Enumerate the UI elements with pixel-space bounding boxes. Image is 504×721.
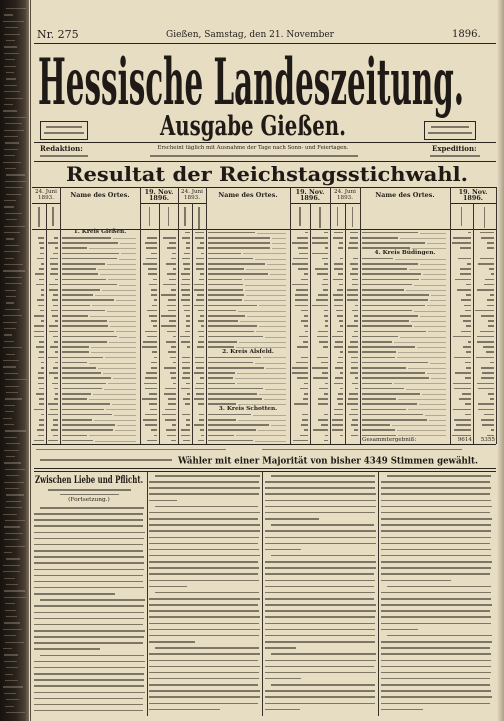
text-line	[381, 641, 492, 643]
text-line	[149, 623, 259, 625]
text-line	[265, 506, 376, 508]
text-line	[381, 493, 490, 495]
header-1896-year: 1896.	[148, 194, 169, 202]
text-line	[149, 610, 259, 612]
district-heading: 4. Kreis Büdingen.	[374, 249, 436, 256]
text-line	[381, 690, 491, 692]
header-1893-date: 24. Juni	[35, 189, 57, 195]
text-line	[381, 512, 490, 514]
text-line	[149, 598, 260, 600]
text-line	[271, 684, 375, 686]
text-line	[381, 567, 491, 569]
text-line	[265, 660, 376, 662]
text-line	[149, 684, 258, 686]
text-line	[381, 666, 491, 668]
text-line	[34, 513, 143, 515]
text-line	[381, 660, 491, 662]
header-1896-date: 19. Nov.	[144, 188, 174, 196]
text-line	[265, 635, 375, 637]
text-line	[265, 487, 375, 489]
header-1893-year: 1893.	[336, 195, 353, 201]
text-line	[34, 587, 144, 589]
text-line	[149, 524, 260, 526]
story-title-text: Zwischen Liebe und Pflicht.	[35, 475, 143, 486]
total-value: 9614	[457, 437, 472, 443]
text-line	[149, 696, 260, 698]
text-line	[34, 667, 145, 669]
text-line	[271, 524, 374, 526]
text-line	[40, 507, 144, 509]
text-line	[265, 690, 375, 692]
text-line	[381, 561, 492, 563]
text-line	[149, 616, 260, 618]
text-line	[381, 653, 491, 655]
text-line	[34, 692, 145, 694]
text-line	[149, 672, 259, 674]
headline-text: Resultat der Reichstagsstichwahl.	[66, 162, 468, 186]
text-line	[149, 703, 258, 705]
text-line	[265, 573, 374, 575]
text-line	[34, 679, 144, 681]
text-line	[34, 569, 144, 571]
text-line	[34, 550, 143, 552]
text-line	[265, 641, 375, 643]
text-line	[265, 518, 319, 520]
column-separator	[378, 472, 379, 716]
text-line	[40, 655, 144, 657]
text-line	[381, 610, 490, 612]
header-1896-year: 1896.	[462, 194, 483, 202]
text-line	[387, 586, 491, 588]
district-heading: 1. Kreis Gießen.	[73, 229, 127, 235]
text-line	[381, 604, 492, 606]
text-line	[34, 556, 144, 558]
text-line	[149, 586, 187, 588]
text-line	[265, 561, 376, 563]
header-1893-date: 24. Juni	[334, 189, 356, 195]
text-line	[381, 530, 491, 532]
text-line	[381, 518, 492, 520]
text-line	[149, 678, 259, 680]
text-line	[381, 616, 491, 618]
text-line	[149, 709, 220, 711]
district-heading: 3. Kreis Schotten.	[218, 405, 278, 412]
text-line	[387, 635, 492, 637]
text-line	[265, 610, 376, 612]
district-heading: 2. Kreis Alsfeld.	[222, 348, 274, 355]
text-line	[149, 500, 177, 502]
header-1896-date: 19. Nov.	[458, 188, 488, 196]
text-line	[149, 555, 260, 557]
text-line	[381, 487, 491, 489]
text-line	[149, 641, 195, 643]
expedition-label: Expedition:	[432, 144, 477, 153]
text-line	[149, 493, 259, 495]
text-line	[265, 666, 374, 668]
column-separator	[262, 472, 263, 716]
redaktion-label: Redaktion:	[40, 144, 83, 153]
text-line	[265, 647, 296, 649]
total-value: 5355	[480, 437, 495, 443]
edition-title-text: Ausgabe Gießen.	[159, 111, 346, 142]
text-line	[149, 512, 260, 514]
text-line	[265, 604, 376, 606]
text-line	[265, 678, 301, 680]
text-line	[265, 481, 375, 483]
story-continuation: (Fortsetzung.)	[68, 497, 110, 503]
text-line	[34, 685, 144, 687]
text-line	[381, 703, 490, 705]
text-line	[149, 518, 258, 520]
publication-notice: Erscheint täglich mit Ausnahme der Tage nach Sonn- und Feiertagen.	[157, 145, 349, 151]
newspaper-title-text: Hessische Landeszeitung.	[38, 45, 464, 120]
text-line	[34, 532, 145, 534]
text-line	[149, 629, 260, 631]
text-line	[381, 543, 490, 545]
text-line	[149, 481, 259, 483]
text-line	[34, 704, 143, 706]
header-1893-date: 24. Juni	[181, 189, 203, 195]
text-line	[34, 648, 100, 650]
text-line	[149, 690, 260, 692]
text-line	[381, 672, 491, 674]
text-line	[265, 543, 376, 545]
text-line	[34, 673, 144, 675]
text-line	[381, 592, 491, 594]
text-line	[155, 506, 258, 508]
text-line	[271, 653, 376, 655]
text-line	[265, 586, 374, 588]
text-line	[149, 573, 258, 575]
text-line	[149, 561, 258, 563]
text-line	[34, 661, 145, 663]
text-line	[381, 696, 492, 698]
text-line	[149, 567, 259, 569]
text-line	[34, 710, 143, 712]
header-place-name: Name des Ortes.	[375, 191, 435, 199]
column-separator	[147, 472, 148, 716]
text-line	[34, 593, 115, 595]
text-line	[265, 623, 375, 625]
text-line	[149, 604, 258, 606]
text-line	[149, 580, 259, 582]
text-line	[381, 580, 451, 582]
header-1893-year: 1893.	[37, 195, 54, 201]
text-line	[381, 555, 491, 557]
text-line	[381, 500, 491, 502]
text-line	[265, 629, 375, 631]
text-line	[149, 660, 258, 662]
text-line	[34, 575, 143, 577]
dateline: Gießen, Samstag, den 21. November	[166, 30, 334, 40]
text-line	[34, 562, 144, 564]
header-place-name: Name des Ortes.	[218, 191, 278, 199]
story-byline-line	[60, 494, 119, 495]
text-line	[34, 519, 143, 521]
text-line	[265, 703, 375, 705]
text-line	[34, 642, 143, 644]
text-line	[34, 605, 144, 607]
text-line	[381, 598, 491, 600]
text-line	[265, 530, 376, 532]
text-line	[34, 612, 144, 614]
text-line	[265, 709, 300, 711]
text-line	[265, 696, 375, 698]
text-line	[34, 698, 143, 700]
story-byline-line	[48, 489, 131, 491]
text-line	[34, 544, 143, 546]
text-line	[34, 624, 143, 626]
text-line	[149, 549, 259, 551]
text-line	[381, 629, 418, 631]
text-line	[381, 623, 491, 625]
text-line	[149, 543, 258, 545]
text-line	[265, 598, 374, 600]
text-line	[149, 666, 260, 668]
text-line	[381, 537, 491, 539]
text-line	[381, 678, 490, 680]
text-line	[34, 630, 145, 632]
text-line	[149, 530, 260, 532]
text-line	[34, 618, 144, 620]
text-line	[381, 647, 490, 649]
text-line	[149, 487, 260, 489]
text-line	[155, 647, 259, 649]
text-line	[155, 475, 260, 477]
text-line	[265, 592, 375, 594]
text-line	[265, 500, 376, 502]
text-line	[34, 525, 143, 527]
text-line	[381, 481, 490, 483]
banner-text: Wähler mit einer Majorität von bisher 4349 Stimmen gewählt.	[178, 456, 493, 467]
text-line	[265, 567, 376, 569]
text-line	[265, 537, 376, 539]
text-line	[381, 524, 491, 526]
text-line	[265, 549, 301, 551]
text-line	[155, 592, 259, 594]
text-line	[381, 549, 491, 551]
text-line	[265, 616, 375, 618]
header-1893-year: 1893.	[183, 195, 200, 201]
header-1896-year: 1896.	[299, 194, 320, 202]
text-line	[265, 672, 376, 674]
text-line	[381, 506, 492, 508]
text-line	[265, 493, 376, 495]
text-line	[34, 581, 143, 583]
text-line	[149, 653, 260, 655]
text-line	[40, 599, 145, 601]
issue-year: 1896.	[452, 29, 481, 40]
text-line	[381, 709, 423, 711]
text-line	[265, 580, 375, 582]
issue-number: Nr. 275	[37, 28, 79, 41]
text-line	[34, 538, 144, 540]
text-line	[34, 636, 144, 638]
header-place-name: Name des Ortes.	[70, 191, 130, 199]
text-line	[149, 537, 259, 539]
text-line	[149, 635, 259, 637]
text-line	[265, 512, 375, 514]
text-line	[381, 573, 490, 575]
text-line	[381, 684, 490, 686]
total-label: Gesammtergebniß:	[362, 437, 417, 443]
text-line	[387, 475, 491, 477]
text-line	[271, 555, 375, 557]
text-line	[271, 475, 375, 477]
header-1896-date: 19. Nov.	[295, 188, 325, 196]
